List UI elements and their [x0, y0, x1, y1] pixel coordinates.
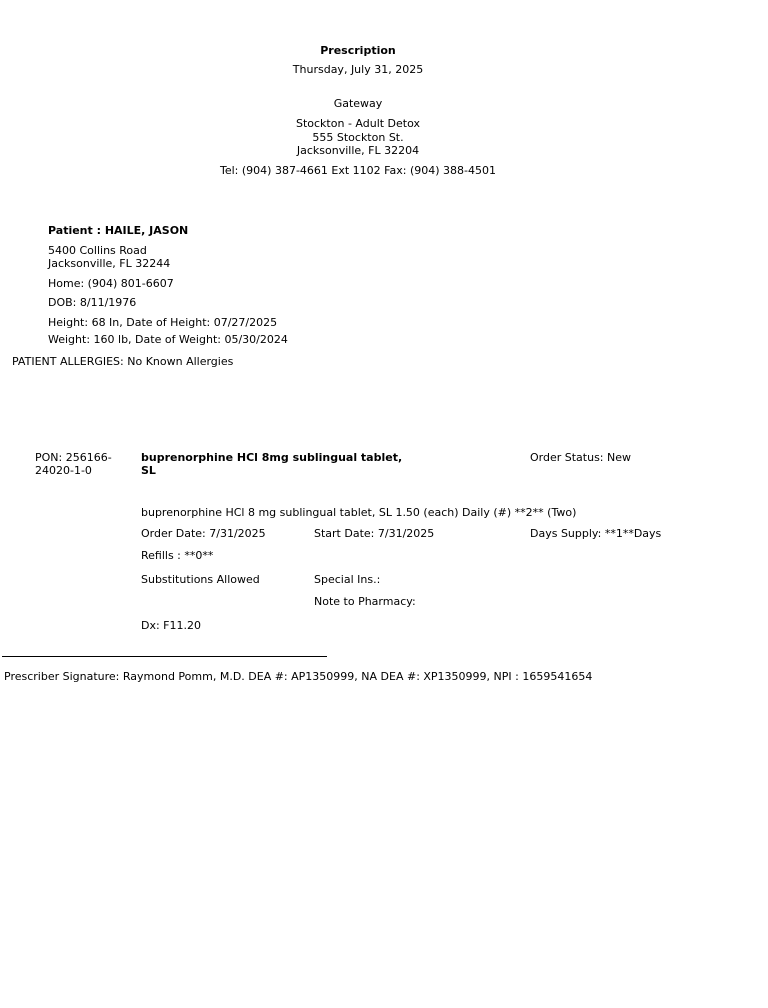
order-sig: buprenorphine HCl 8 mg sublingual tablet, SL 1.50 (each) Daily (#) **2** (Two): [141, 506, 577, 519]
diagnosis-code: Dx: F11.20: [141, 619, 202, 632]
facility-address-line1: 555 Stockton St.: [312, 131, 404, 144]
note-to-pharmacy: Note to Pharmacy:: [314, 595, 416, 608]
signature-rule: [2, 656, 327, 657]
order-date: Order Date: 7/31/2025: [141, 527, 266, 540]
drug-name-line2: SL: [141, 464, 156, 477]
patient-dob: DOB: 8/11/1976: [48, 296, 137, 309]
order-status: Order Status: New: [530, 451, 632, 464]
days-supply: Days Supply: **1**Days: [530, 527, 662, 540]
facility-address-line2: Jacksonville, FL 32204: [296, 144, 420, 157]
organization-name: Gateway: [333, 97, 383, 110]
patient-address-line1: 5400 Collins Road: [48, 244, 147, 257]
patient-name: Patient : HAILE, JASON: [48, 224, 189, 237]
order-pon-line2: 24020-1-0: [35, 464, 92, 477]
document-title: Prescription: [320, 44, 396, 57]
refills: Refills : **0**: [141, 549, 214, 562]
patient-address-line2: Jacksonville, FL 32244: [48, 257, 171, 270]
substitutions: Substitutions Allowed: [141, 573, 260, 586]
drug-name-line1: buprenorphine HCl 8mg sublingual tablet,: [141, 451, 403, 464]
order-pon-line1: PON: 256166-: [35, 451, 112, 464]
special-instructions: Special Ins.:: [314, 573, 381, 586]
patient-height: Height: 68 In, Date of Height: 07/27/2025: [48, 316, 278, 329]
patient-weight: Weight: 160 lb, Date of Weight: 05/30/2024: [48, 333, 288, 346]
patient-allergies: PATIENT ALLERGIES: No Known Allergies: [12, 355, 234, 368]
patient-home-phone: Home: (904) 801-6607: [48, 277, 174, 290]
prescriber-signature: Prescriber Signature: Raymond Pomm, M.D. DEA #: AP1350999, NA DEA #: XP1350999, NPI : 1659541654: [4, 670, 593, 683]
facility-contact: Tel: (904) 387-4661 Ext 1102 Fax: (904) 388-4501: [220, 164, 496, 177]
start-date: Start Date: 7/31/2025: [314, 527, 435, 540]
document-date: Thursday, July 31, 2025: [292, 63, 424, 76]
facility-name: Stockton - Adult Detox: [295, 117, 421, 130]
